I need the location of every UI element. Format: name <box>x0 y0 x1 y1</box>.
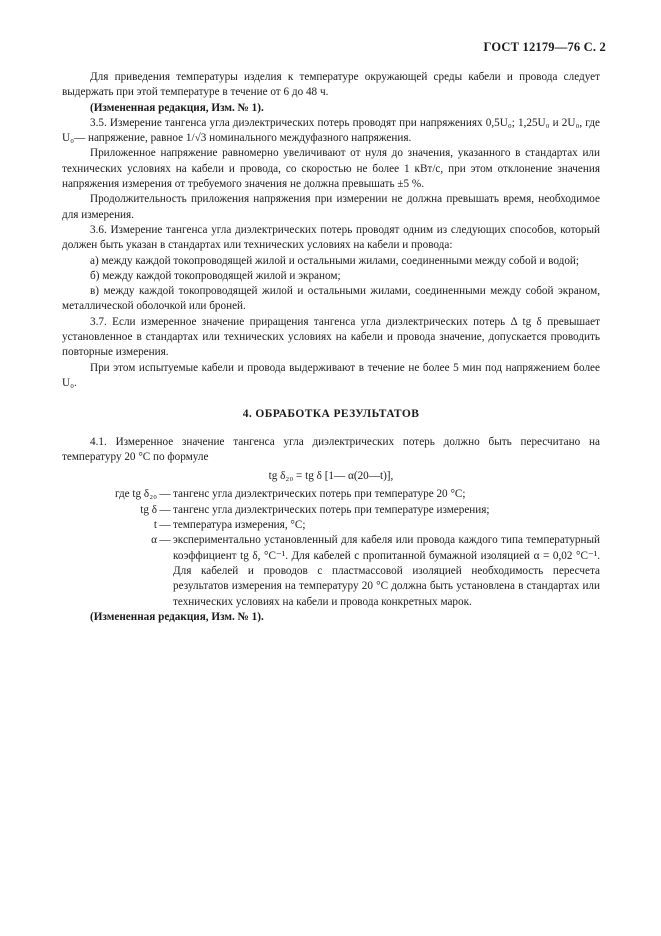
list-item-a: а) между каждой токопроводящей жилой и остальными жилами, соединенными между собой и водой; <box>90 254 580 267</box>
definition-symbol: tg δ <box>140 503 157 516</box>
paragraph-4-1: 4.1. Измеренное значение тангенса угла диэлектрических потерь должно быть пересчитано на температуру 20 °С по формуле <box>62 435 600 463</box>
paragraph-3-7: 3.7. Если измеренное значение приращения тангенса угла диэлектрических потерь Δ tg δ превышает установленное в стандартах или технических условиях на кабели и провода значение, допускается проводить повторные измерения. <box>62 315 600 359</box>
definition-symbol: t <box>153 519 157 532</box>
paragraph-3-5-voltage: Приложенное напряжение равномерно увеличивают от нуля до значения, указанного в стандартах или технических условиях на кабели и провода, со скоростью не более 1 кВт/с, при этом отклонение значения напряжения измерения от требуемого значения не должна превышать ±5 %. <box>62 147 600 191</box>
definition-text: тангенс угла диэлектрических потерь при температуре 20 °С; <box>173 488 466 501</box>
definition-dash: — <box>159 534 171 547</box>
page-header: ГОСТ 12179—76 С. 2 <box>483 40 606 54</box>
definition-text: температура измерения, °С; <box>173 519 306 532</box>
definition-text: экспериментально установленный для кабеля или провода каждого типа температурный коэффициент tg δ, °С⁻¹. Для кабелей с пропитанной бумажной изоляцией α = 0,02 °С⁻¹. Для кабелей и проводов с пластмассовой изоляцией необходимость пересчета результатов измерения на температуру 20 °С должна быть установлена в стандартах или технических условиях на кабели и провода конкретных марок. <box>173 534 600 608</box>
definitions-list <box>62 487 600 609</box>
paragraph-3-7-hold: При этом испытуемые кабели и провода выдерживают в течение не более 5 мин под напряжением более U₀. <box>62 361 600 389</box>
definition-item <box>62 487 600 502</box>
paragraph-3-6: 3.6. Измерение тангенса угла диэлектрических потерь проводят одним из следующих способов, который должен быть указан в стандартах или технических условиях на кабели и провода: <box>62 223 600 252</box>
formula: tg δ₂₀ = tg δ [1— α(20—t)], <box>268 470 394 483</box>
definition-dash: — <box>159 488 171 501</box>
section-title: 4. ОБРАБОТКА РЕЗУЛЬТАТОВ <box>242 408 420 421</box>
definition-item <box>62 533 600 609</box>
list-item-b: б) между каждой токопроводящей жилой и экраном; <box>90 269 341 282</box>
list-item-c: в) между каждой токопроводящей жилой и остальными жилами, соединенными между собой экраном, металлической оболочкой или броней. <box>62 285 600 313</box>
paragraph-3-5: 3.5. Измерение тангенса угла диэлектрических потерь проводят при напряжениях 0,5U₀; 1,25U₀ и 2U₀, где U₀— напряжение, равное 1/√3 номинального междуфазного напряжения. <box>62 116 600 145</box>
definition-item <box>62 503 600 518</box>
definition-symbol: где tg δ₂₀ <box>114 488 157 501</box>
amendment-note-2: (Измененная редакция, Изм. № 1). <box>90 610 264 623</box>
definition-dash: — <box>159 503 171 516</box>
amendment-note: (Измененная редакция, Изм. № 1). <box>90 101 264 114</box>
definition-symbol: α <box>151 534 157 547</box>
definition-text: тангенс угла диэлектрических потерь при температуре измерения; <box>173 503 490 516</box>
paragraph-conditioning: Для приведения температуры изделия к температуре окружающей среды кабели и провода следует выдержать при этой температуре в течение от 6 до 48 ч. <box>62 71 600 99</box>
paragraph-3-5-duration: Продолжительность приложения напряжения при измерении не должна превышать время, необходимое для измерения. <box>62 193 600 221</box>
definition-item <box>62 518 600 533</box>
document-body <box>62 70 600 625</box>
definition-dash: — <box>159 519 171 532</box>
